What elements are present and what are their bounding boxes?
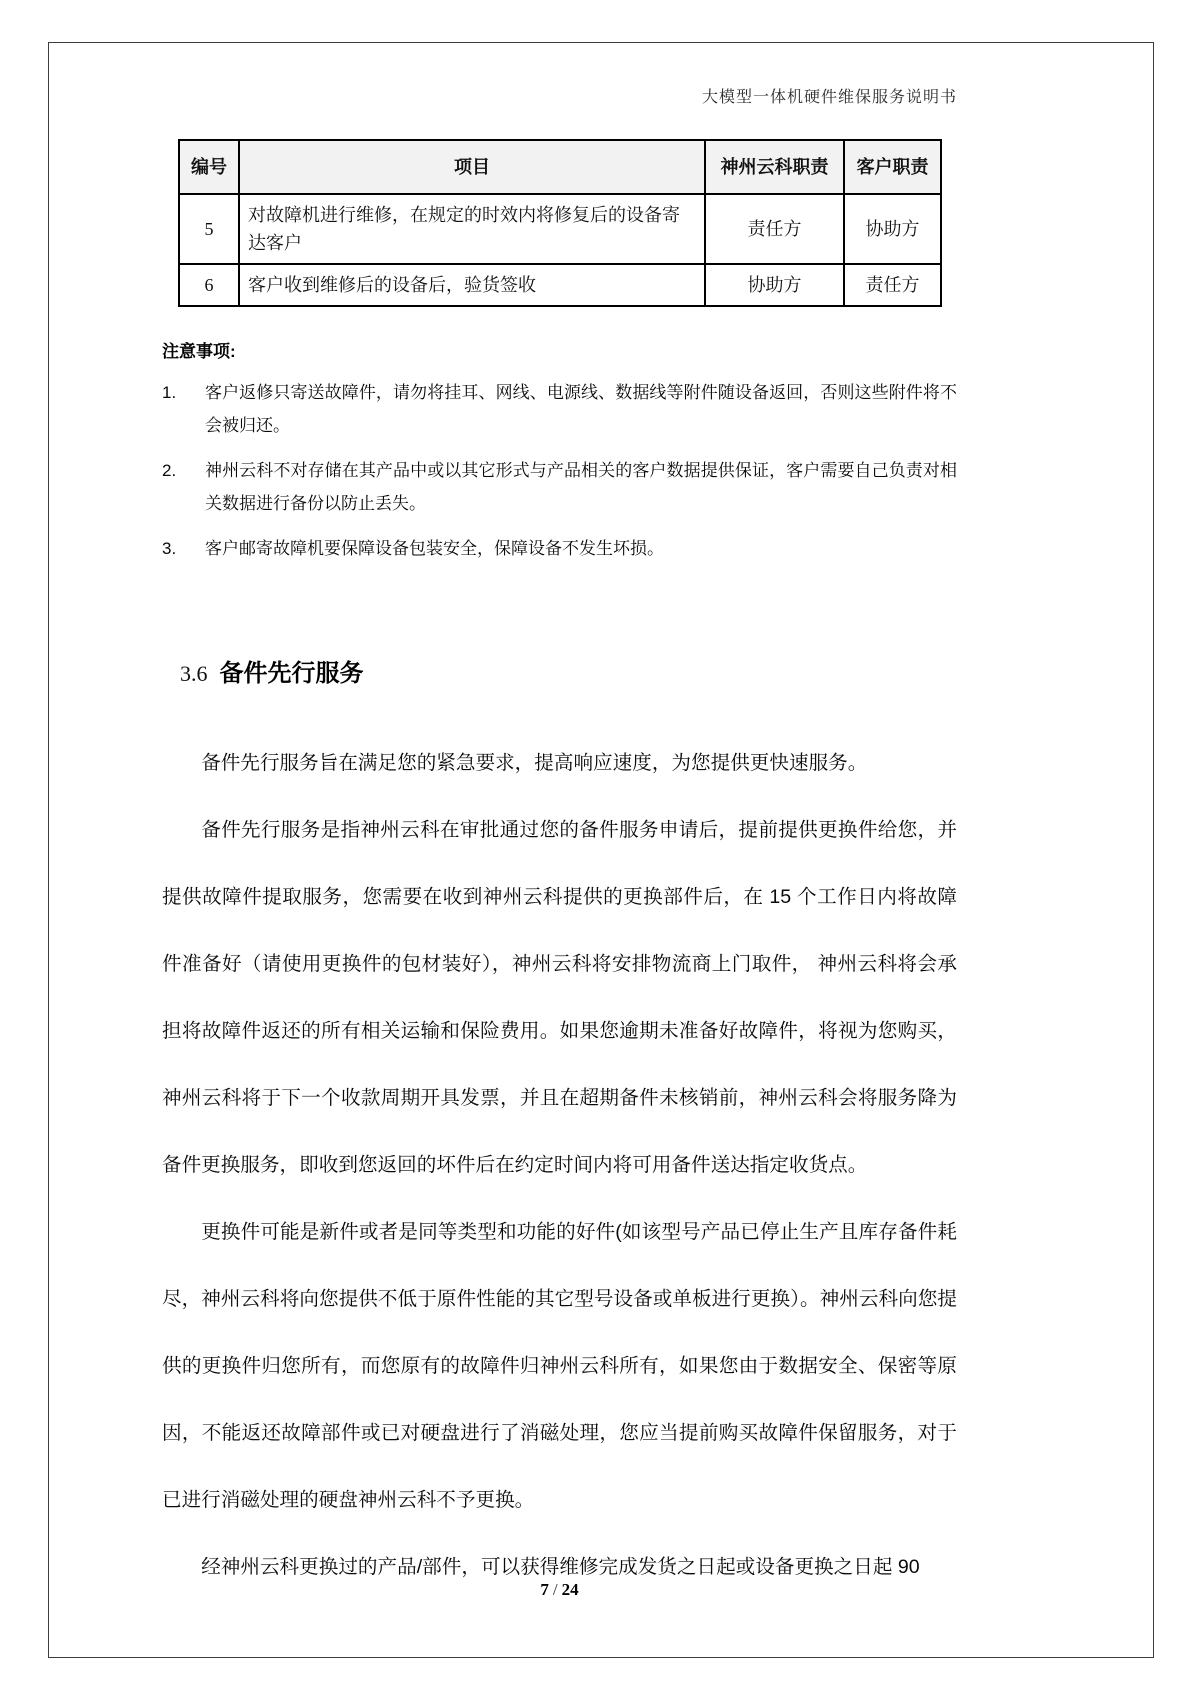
current-page-number: 7 xyxy=(540,1580,549,1599)
row-customer-role: 责任方 xyxy=(844,264,941,306)
list-item-text: 客户邮寄故障机要保障设备包装安全，保障设备不发生坏损。 xyxy=(205,539,664,558)
row-item: 客户收到维修后的设备后，验货签收 xyxy=(239,264,705,306)
section-body xyxy=(162,730,957,1601)
page-number-footer xyxy=(162,1580,957,1600)
row-vendor-role: 协助方 xyxy=(705,264,844,306)
responsibility-table xyxy=(178,139,942,307)
section-number: 3.6 xyxy=(180,661,208,686)
list-item-number: 1. xyxy=(162,383,177,402)
list-item-number: 3. xyxy=(162,539,177,558)
notes-heading: 注意事项: xyxy=(162,342,236,361)
table-row xyxy=(179,264,941,306)
paragraph: 备件先行服务是指神州云科在审批通过您的备件服务申请后，提前提供更换件给您，并提供故障件提取服务，您需要在收到神州云科提供的更换部件后，在 15 个工作日内将故障件准备好（请使用更换件的包材装好），神州云科将安排物流商上门取件， 神州云科将会承担将故障件返还的所有相关运输和保险费用。如果您逾期未准备好故障件，将视为您购买，神州云科将于下一个收款周期开具发票，并且在超期备件未核销前，神州云科会将服务降为备件更换服务，即收到您返回的坏件后在约定时间内将可用备件送达指定收货点。 xyxy=(162,819,957,1176)
notes-list xyxy=(162,376,957,565)
row-id: 5 xyxy=(179,194,239,264)
total-page-count: 24 xyxy=(561,1580,579,1599)
section-title: 备件先行服务 xyxy=(219,660,364,687)
paragraph: 经神州云科更换过的产品/部件，可以获得维修完成发货之日起或设备更换之日起 90 xyxy=(201,1556,920,1578)
page-content xyxy=(162,0,957,1601)
list-item-text: 客户返修只寄送故障件，请勿将挂耳、网线、电源线、数据线等附件随设备返回，否则这些附件将不会被归还。 xyxy=(205,383,957,435)
column-header-vendor: 神州云科职责 xyxy=(705,140,844,194)
column-header-customer: 客户职责 xyxy=(844,140,941,194)
paragraph: 备件先行服务旨在满足您的紧急要求，提高响应速度，为您提供更快速服务。 xyxy=(201,752,868,774)
column-header-item: 项目 xyxy=(239,140,705,194)
row-item: 对故障机进行维修，在规定的时效内将修复后的设备寄达客户 xyxy=(239,194,705,264)
row-vendor-role: 责任方 xyxy=(705,194,844,264)
section-heading xyxy=(180,653,957,688)
list-item-text: 神州云科不对存储在其产品中或以其它形式与产品相关的客户数据提供保证，客户需要自己负责对相关数据进行备份以防止丢失。 xyxy=(205,461,957,513)
list-item xyxy=(162,532,957,565)
page-number-separator: / xyxy=(552,1580,558,1599)
table-row xyxy=(179,194,941,264)
document-header-title: 大模型一体机硬件维保服务说明书 xyxy=(701,89,957,106)
list-item-number: 2. xyxy=(162,461,177,480)
row-customer-role: 协助方 xyxy=(844,194,941,264)
list-item xyxy=(162,376,957,442)
row-id: 6 xyxy=(179,264,239,306)
column-header-id: 编号 xyxy=(179,140,239,194)
paragraph: 更换件可能是新件或者是同等类型和功能的好件(如该型号产品已停止生产且库存备件耗尽，神州云科将向您提供不低于原件性能的其它型号设备或单板进行更换）。神州云科向您提供的更换件归您所有，而您原有的故障件归神州云科所有，如果您由于数据安全、保密等原因，不能返还故障部件或已对硬盘进行了消磁处理，您应当提前购买故障件保留服务，对于已进行消磁处理的硬盘神州云科不予更换。 xyxy=(162,1221,957,1511)
list-item xyxy=(162,454,957,520)
table-header-row xyxy=(179,140,941,194)
